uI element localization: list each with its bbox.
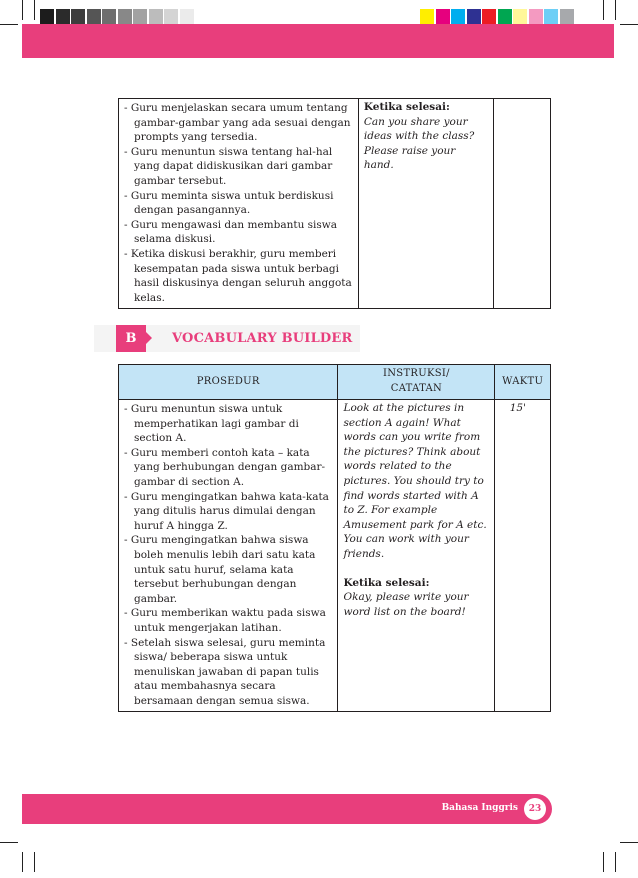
procedure-item: - Guru menjelaskan secara umum tentang gambar-gambar yang ada sesuai dengan prompts yang tersedia. <box>124 102 351 144</box>
crop-mark <box>603 0 604 20</box>
crop-mark <box>22 0 23 20</box>
procedure-cell <box>119 99 359 309</box>
procedure-item: - Guru menuntun siswa tentang hal-hal yang dapat didiskusikan dari gambar gambar tersebut. <box>124 145 333 187</box>
page-number: 23 <box>524 798 546 820</box>
crop-mark <box>620 842 638 843</box>
color-swatch <box>482 9 496 24</box>
crop-mark <box>615 0 616 20</box>
color-swatch <box>149 9 163 24</box>
procedure-item: - Guru mengawasi dan membantu siswa selama diskusi. <box>124 218 338 246</box>
procedure-item: - Setelah siswa selesai, guru meminta siswa/ beberapa siswa untuk menuliskan jawaban di papan tulis atau membahasnya secara bersamaan dengan semua siswa. <box>124 636 326 707</box>
color-swatch <box>513 9 527 24</box>
instruction-closing: Okay, please write your word list on the board! <box>343 591 469 618</box>
crop-mark <box>34 852 35 872</box>
top-lesson-table <box>118 98 551 309</box>
section-letter: B <box>116 325 146 352</box>
color-swatch <box>180 9 194 24</box>
section-title: VOCABULARY BUILDER <box>172 331 353 346</box>
vocabulary-table <box>118 364 551 712</box>
color-swatch <box>56 9 70 24</box>
color-swatch <box>498 9 512 24</box>
color-swatch <box>544 9 558 24</box>
color-swatch <box>560 9 574 24</box>
table-header-row <box>119 365 551 400</box>
instruction-text: Look at the pictures in section A again! What words can you write from the pictures? Think about words related to the pictures. You should try to find words started with A to Z. For example Amusement park for A etc. You can work with your friends. <box>343 402 487 560</box>
time-cell <box>494 99 551 309</box>
procedure-item: - Guru meminta siswa untuk berdiskusi dengan pasangannya. <box>124 189 334 217</box>
color-swatch <box>118 9 132 24</box>
header-procedure: PROSEDUR <box>119 365 338 400</box>
crop-mark <box>620 24 638 25</box>
time-cell: 15' <box>495 400 551 712</box>
arrow-right-icon <box>146 332 152 344</box>
header-band <box>22 24 614 58</box>
color-swatch <box>102 9 116 24</box>
color-swatch <box>420 9 434 24</box>
color-swatch <box>529 9 543 24</box>
table-row <box>119 99 551 309</box>
color-swatch <box>87 9 101 24</box>
color-swatch <box>467 9 481 24</box>
table-row <box>119 400 551 712</box>
procedure-list <box>120 401 336 710</box>
procedure-list <box>120 100 357 307</box>
instruction-cell <box>358 99 493 309</box>
header-time: WAKTU <box>495 365 551 400</box>
procedure-item: - Guru memberikan waktu pada siswa untuk mengerjakan latihan. <box>124 607 326 634</box>
color-swatch <box>436 9 450 24</box>
crop-mark <box>603 852 604 872</box>
procedure-item: - Guru mengingatkan bahwa kata-kata yang ditulis harus dimulai dengan huruf A hingga Z. <box>124 490 329 532</box>
instruction-cell <box>338 400 495 712</box>
crop-mark <box>615 852 616 872</box>
instruction-label: Ketika selesai: <box>363 101 450 113</box>
procedure-item: - Guru mengingatkan bahwa siswa boleh menulis lebih dari satu kata untuk satu huruf, selama kata tersebut berhubungan dengan gambar. <box>124 534 316 605</box>
footer-band <box>22 794 552 824</box>
instruction-text: Can you share your ideas with the class? Please raise your hand. <box>363 115 475 172</box>
color-swatch <box>71 9 85 24</box>
procedure-item: - Guru memberi contoh kata – kata yang berhubungan dengan gambar-gambar di section A. <box>124 446 326 488</box>
crop-mark <box>34 0 35 20</box>
color-swatch <box>133 9 147 24</box>
procedure-item: - Guru menuntun siswa untuk memperhatikan lagi gambar di section A. <box>124 403 299 445</box>
book-title: Bahasa Inggris <box>441 803 518 813</box>
color-swatch <box>451 9 465 24</box>
procedure-item: - Ketika diskusi berakhir, guru memberi kesempatan pada siswa untuk berbagi hasil diskusinya dengan seluruh anggota kelas. <box>124 247 352 304</box>
instruction-label: Ketika selesai: <box>343 576 430 589</box>
crop-mark <box>22 852 23 872</box>
crop-mark <box>0 842 18 843</box>
color-swatch <box>164 9 178 24</box>
crop-mark <box>0 24 18 25</box>
procedure-cell <box>119 400 338 712</box>
color-swatch <box>40 9 54 24</box>
header-instructions: INSTRUKSI/ CATATAN <box>338 365 495 400</box>
